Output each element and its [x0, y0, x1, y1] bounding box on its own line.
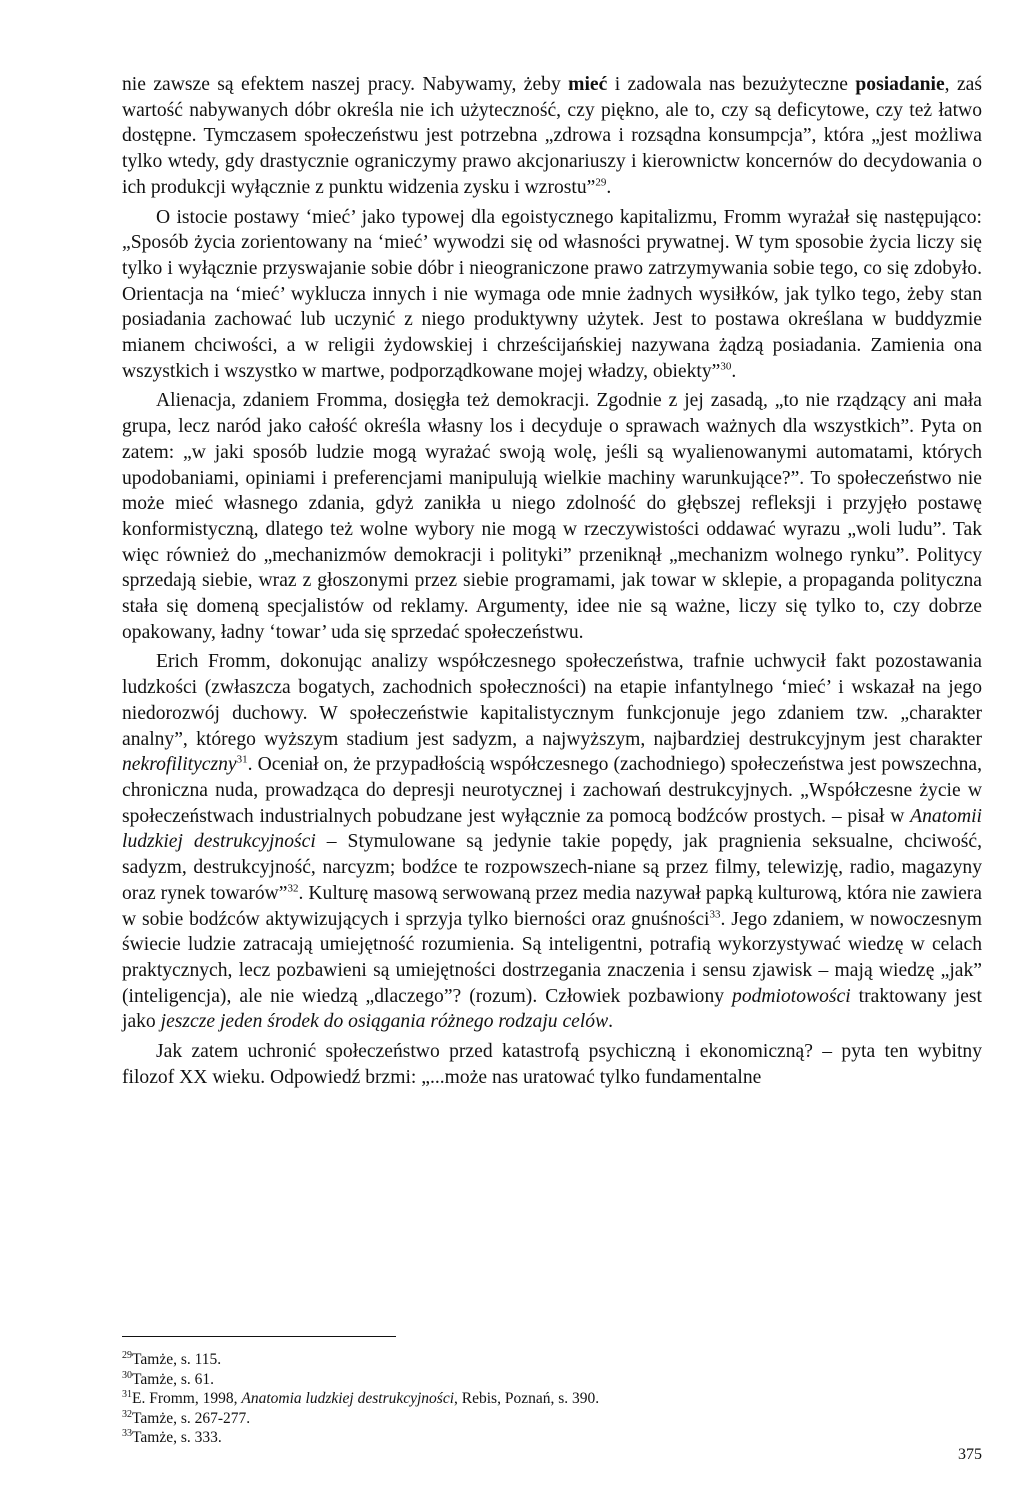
footnote-32	[122, 1409, 982, 1429]
bold-text: mieć	[568, 74, 608, 95]
italic-text: Anatomia ludzkiej destrukcyjności	[241, 1390, 455, 1408]
italic-text: Anatomii ludzkiej destrukcyjności	[122, 805, 982, 853]
text-run: E. Fromm, 1998,	[132, 1390, 242, 1408]
text-run: , Rebis, Poznań, s. 390.	[454, 1390, 600, 1408]
footnote-number: 31	[122, 1389, 132, 1401]
footnote-ref: 29	[595, 176, 607, 189]
footnotes	[122, 1350, 982, 1448]
text-run: Tamże, s. 267-277.	[132, 1409, 251, 1427]
text-run: . Jego zdaniem, w nowoczesnym świecie ludzie zatracają umiejętność rozumienia. Są inteligentni, potrafią wykorzystywać wiedzę w celach praktycznych, lecz pozbawieni są umiejętności dostrzegania znaczenia i sensu zjawisk – mają wiedzę „jak” (inteligencja), ale nie wiedzą „dlaczego”? (rozum). Człowiek pozbawiony	[122, 908, 982, 1007]
text-run: nie zawsze są efektem naszej pracy. Nabywamy, żeby	[122, 74, 569, 95]
footnote-text	[132, 1371, 214, 1388]
footnote-text	[132, 1351, 221, 1368]
footnote-number: 29	[122, 1349, 132, 1361]
text-run: traktowany jest jako	[122, 985, 982, 1033]
body-text	[122, 72, 982, 1094]
bold-text: posiadanie	[855, 74, 945, 95]
text-run: – Stymulowane są jedynie takie popędy, jak pragnienia seksualne, chciwość, sadyzm, destrukcyjność, narcyzm; bodźce te rozpowszech-niane są przez filmy, telewizję, radio, magazyny oraz rynek towarów”	[122, 831, 982, 904]
footnote-text	[132, 1390, 599, 1407]
footnote-30	[122, 1370, 982, 1390]
footnote-text	[132, 1429, 222, 1446]
text-run: Erich Fromm, dokonując analizy współczesnego społeczeństwa, trafnie uchwycił fakt pozostawania ludzkości (zwłaszcza bogatych, zachodnich społeczności) na etapie infantylnego ‘mieć’ i wskazał na jego niedorozwój duchowy. W społeczeństwie kapitalistycznym funkcjonuje jego zdaniem tzw. „charakter analny”, którego wyższym stadium jest sadyzm, a najwyższym, najbardziej destrukcyjnym jest charakter	[122, 651, 982, 750]
footnote-33	[122, 1428, 982, 1448]
text-run: , zaś wartość nabywanych dóbr określa nie ich użyteczność, czy piękno, ale to, czy są deficytowe, czy też łatwo dostępne. Tymczasem społeczeństwu jest potrzebna „zdrowa i rozsądna konsumpcja”, która „jest możliwa tylko wtedy, gdy drastycznie ograniczymy prawo akcjonariuszy i kierownictw koncernów do decydowania o ich produkcji wyłącznie z punktu widzenia zysku i wzrostu”	[122, 74, 982, 198]
footnote-separator	[122, 1336, 396, 1337]
text-run: .	[608, 1011, 614, 1033]
text-run: Tamże, s. 333.	[132, 1429, 222, 1447]
footnote-ref: 33	[709, 907, 721, 920]
italic-text: podmiotowości	[732, 985, 851, 1007]
text-run: Tamże, s. 115.	[132, 1351, 222, 1368]
text-run: i zadowala nas bezużyteczne	[607, 74, 856, 95]
italic-text: nekrofilityczny	[122, 754, 237, 776]
paragraph-5	[122, 1039, 982, 1090]
footnote-31	[122, 1389, 982, 1409]
text-run: O istocie postawy ‘mieć’ jako typowej dla egoistycznego kapitalizmu, Fromm wyrażał się następująco: „Sposób życia zorientowany na ‘mieć’ wywodzi się od własności prywatnej. W tym sposobie życia liczy się tylko i wyłącznie przyswajanie sobie dóbr i nieograniczone prawo zatrzymywania sobie tego, co się zdobyło. Orientacja na ‘mieć’ wyklucza innych i nie wymaga ode mnie żadnych wysiłków, jak tylko tego, żeby stan posiadania zachować lub uczynić z niego produktywny użytek. Jest to postawa określana w buddyzmie mianem chciwości, a w religii żydowskiej i chrześcijańskiej nazywana żądzą posiadania. Zamienia ona wszystkich i wszystko w martwe, podporządkowane mojej władzy, obiekty”	[122, 206, 982, 382]
paragraph-4	[122, 649, 982, 1035]
footnote-29	[122, 1350, 982, 1370]
footnote-number: 32	[122, 1408, 132, 1420]
text-run: . Oceniał on, że przypadłością współczesnego (zachodniego) społeczeństwa jest powszechna, chroniczna nuda, prowadząca do depresji neurotycznej i zachowań destrukcyjnych. „Współczesne życie w społeczeństwach industrialnych pobudzane jest wyłącznie za pomocą bodźców prostych. – pisał w	[122, 754, 982, 827]
footnote-ref: 32	[287, 882, 299, 895]
footnote-number: 33	[122, 1428, 132, 1440]
italic-text: jeszcze jeden środek do osiągania różnego rodzaju celów	[160, 1011, 609, 1033]
footnote-number: 30	[122, 1369, 132, 1381]
text-run: Tamże, s. 61.	[132, 1370, 214, 1388]
page-number: 375	[958, 1446, 982, 1463]
text-run: Alienacja, zdaniem Fromma, dosięgła też demokracji. Zgodnie z jej zasadą, „to nie rządzący ani mała grupa, lecz naród jako całość określa własny los i decyduje o sprawach ważnych dla wszystkich”. Pyta on zatem: „w jaki sposób ludzie mogą wyrażać swoją wolę, jeśli są wyalienowanymi automatami, których upodobaniami, opiniami i preferencjami manipulują wielkie machiny warunkujące?”. To społeczeństwo nie może mieć własnego zdania, gdyż zanikła u niego zdolność do głębszej refleksji i przyjęło postawę konformistyczną, dlatego też wolne wybory nie mogą w rzeczywistości oddawać wyrazu „woli ludu”. Tak więc również do „mechanizmów demokracji i polityki” przeniknął „mechanizm wolnego rynku”. Politycy sprzedają siebie, wraz z głoszonymi przez siebie programami, jak towar w sklepie, a propaganda polityczna stała się domeną specjalistów od reklamy. Argumenty, idee nie są ważne, liczy się tylko to, czy dobrze opakowany, ładny ‘towar’ uda się sprzedać społeczeństwu.	[122, 390, 982, 643]
footnote-ref: 31	[236, 753, 248, 766]
footnote-ref: 30	[720, 360, 732, 373]
paragraph-3	[122, 388, 982, 645]
paragraph-1	[122, 72, 982, 201]
text-run: .	[731, 360, 737, 382]
text-run: .	[606, 176, 612, 198]
text-run: Jak zatem uchronić społeczeństwo przed katastrofą psychiczną i ekonomiczną? – pyta ten wybitny filozof XX wieku. Odpowiedź brzmi: „...może nas uratować tylko fundamentalne	[122, 1041, 982, 1088]
footnote-text	[132, 1410, 250, 1427]
paragraph-2	[122, 205, 982, 385]
text-run: . Kulturę masową serwowaną przez media nazywał papką kulturową, która nie zawiera w sobie bodźców aktywizujących i sprzyja tylko bierności oraz gnuśności	[122, 882, 982, 930]
